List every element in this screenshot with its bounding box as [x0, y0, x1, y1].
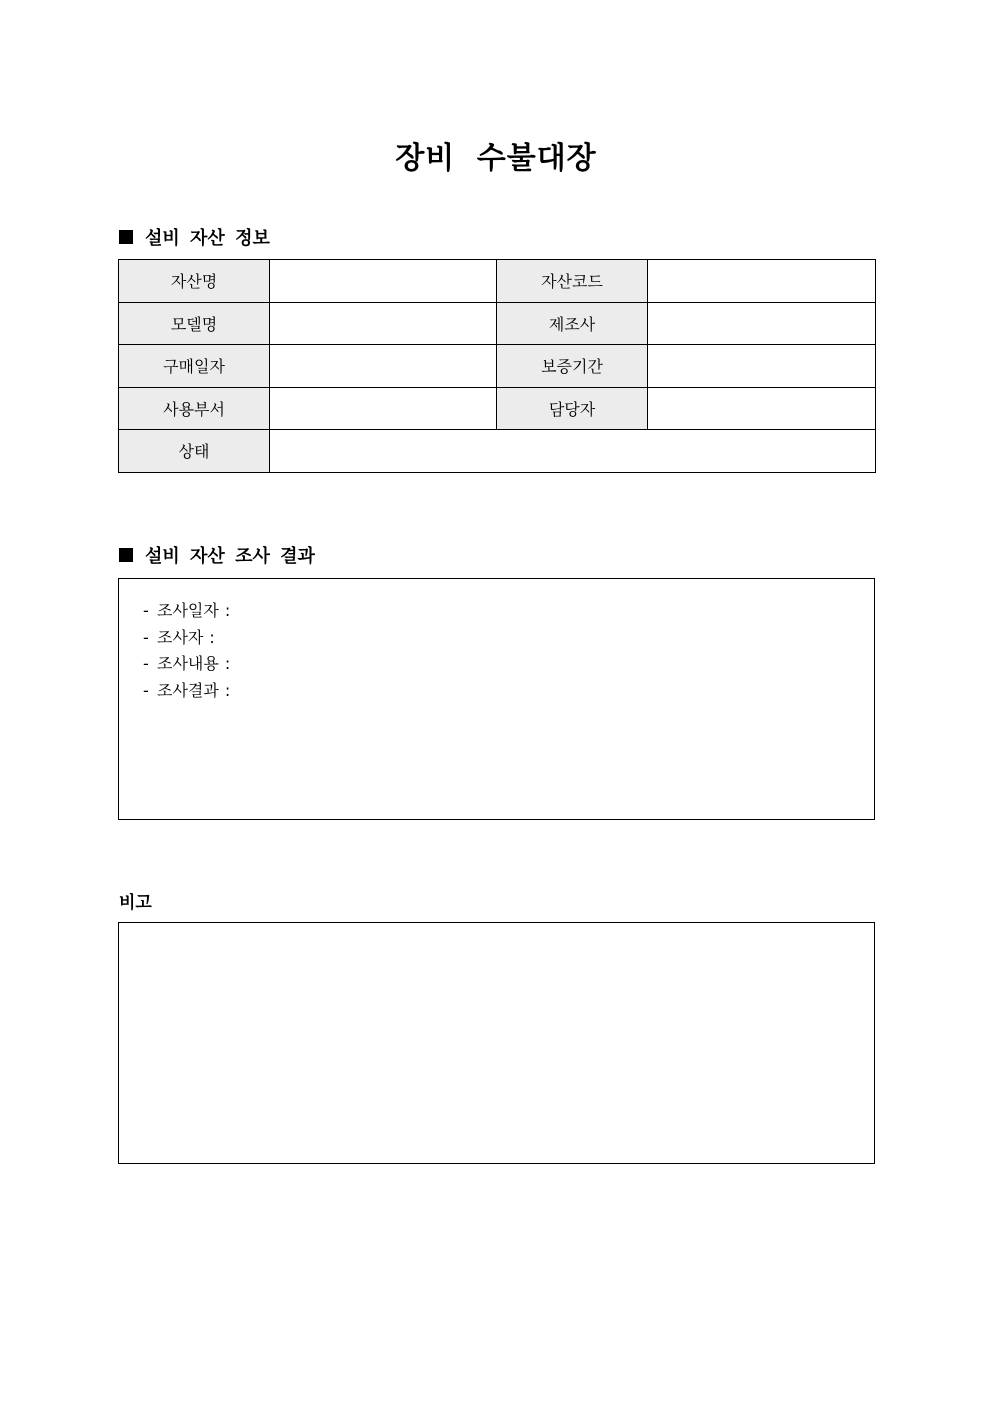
- table-row: [119, 430, 876, 473]
- survey-heading-text: 설비 자산 조사 결과: [145, 546, 315, 567]
- asset-info-table: [118, 259, 876, 473]
- list-dash: -: [143, 681, 149, 701]
- manager-label: 담당자: [497, 387, 648, 430]
- asset-code-field[interactable]: [648, 260, 876, 303]
- black-square-icon: [119, 230, 133, 244]
- asset-info-heading-text: 설비 자산 정보: [145, 228, 270, 249]
- purchase-date-field[interactable]: [270, 345, 497, 388]
- list-item: [143, 625, 874, 652]
- black-square-icon: [119, 548, 133, 562]
- department-field[interactable]: [270, 387, 497, 430]
- colon: :: [224, 681, 231, 701]
- colon: :: [209, 627, 215, 647]
- list-dash: -: [143, 627, 149, 647]
- status-label: 상태: [119, 430, 270, 473]
- survey-list: [119, 579, 874, 705]
- asset-code-label: 자산코드: [497, 260, 648, 303]
- warranty-period-field[interactable]: [648, 345, 876, 388]
- asset-name-field[interactable]: [270, 260, 497, 303]
- department-label: 사용부서: [119, 387, 270, 430]
- purchase-date-label: 구매일자: [119, 345, 270, 388]
- manufacturer-field[interactable]: [648, 302, 876, 345]
- manufacturer-label: 제조사: [497, 302, 648, 345]
- list-dash: -: [143, 601, 149, 620]
- list-item: [143, 678, 874, 705]
- table-row: [119, 302, 876, 345]
- survey-heading: [119, 542, 315, 568]
- colon: :: [224, 654, 231, 674]
- table-row: [119, 387, 876, 430]
- asset-name-label: 자산명: [119, 260, 270, 303]
- survey-result-label: 조사결과: [157, 681, 219, 701]
- model-name-field[interactable]: [270, 302, 497, 345]
- table-row: [119, 260, 876, 303]
- colon: :: [224, 601, 231, 620]
- table-row: [119, 345, 876, 388]
- list-item: [143, 651, 874, 678]
- surveyor-label: 조사자: [157, 627, 204, 647]
- remarks-box[interactable]: [118, 922, 875, 1164]
- manager-field[interactable]: [648, 387, 876, 430]
- warranty-period-label: 보증기간: [497, 345, 648, 388]
- asset-info-heading: [119, 224, 270, 250]
- status-field[interactable]: [270, 430, 876, 473]
- remarks-label: 비고: [119, 893, 152, 913]
- list-dash: -: [143, 654, 149, 674]
- page-title: 장비 수불대장: [395, 141, 597, 176]
- survey-results-box[interactable]: [118, 578, 875, 820]
- list-item: [143, 598, 874, 625]
- model-name-label: 모델명: [119, 302, 270, 345]
- survey-content-label: 조사내용: [157, 654, 219, 674]
- survey-date-label: 조사일자: [157, 601, 219, 620]
